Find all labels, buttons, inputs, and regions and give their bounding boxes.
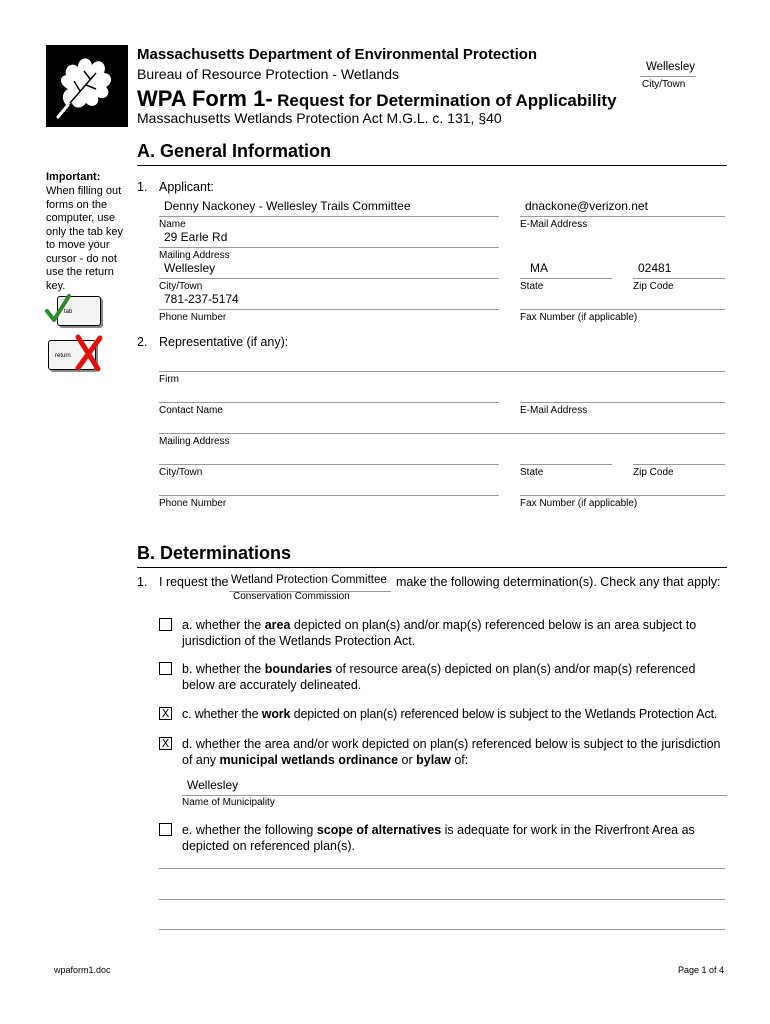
important-line: computer, use	[46, 212, 116, 224]
applicant-state-value[interactable]: MA	[530, 261, 548, 275]
applicant-zip-value[interactable]: 02481	[638, 261, 672, 275]
section-b-rule	[137, 567, 727, 568]
option-d-bold2: bylaw	[416, 753, 451, 767]
alternatives-line[interactable]	[159, 929, 725, 930]
applicant-number: 1.	[137, 180, 148, 194]
important-line: key.	[46, 279, 66, 292]
department-name: Massachusetts Department of Environmental Protection	[137, 46, 538, 63]
tab-key-illustration	[45, 294, 105, 328]
important-heading: Important:	[46, 171, 101, 183]
header-city-rule	[640, 76, 696, 77]
option-d-text	[182, 736, 730, 768]
footer-page-number: Page 1 of 4	[678, 965, 725, 975]
option-d-post: of:	[450, 753, 469, 767]
rep-phone-label: Phone Number	[159, 498, 227, 509]
applicant-phone-label: Phone Number	[159, 312, 227, 323]
rep-state-label: State	[520, 467, 544, 478]
important-line: to move your	[46, 239, 110, 251]
option-e-post: is adequate for work in the Riverfront Area as depicted on referenced plan(s).	[182, 823, 695, 853]
applicant-phone-value[interactable]: 781-237-5174	[164, 292, 239, 306]
applicant-name-label: Name	[159, 219, 186, 230]
option-e-checkbox[interactable]	[159, 823, 172, 836]
alternatives-line[interactable]	[159, 868, 725, 869]
important-note	[46, 185, 123, 293]
applicant-city-value[interactable]: Wellesley	[164, 261, 216, 275]
rep-contact-label: Contact Name	[159, 405, 223, 416]
oak-leaf-icon	[46, 45, 128, 127]
municipality-value[interactable]: Wellesley	[187, 778, 239, 792]
footer-filename: wpaform1.doc	[54, 965, 111, 975]
option-e-pre: e. whether the following	[182, 823, 317, 837]
rep-email-label: E-Mail Address	[520, 405, 588, 416]
header-city-value[interactable]: Wellesley	[646, 61, 695, 73]
request-prefix: I request the	[159, 575, 229, 589]
rep-city-label: City/Town	[159, 467, 203, 478]
return-key-label: return	[55, 353, 71, 359]
applicant-zip-label: Zip Code	[633, 281, 674, 292]
option-a-bold: area	[264, 618, 291, 632]
representative-number: 2.	[137, 335, 148, 349]
rep-firm-label: Firm	[159, 374, 179, 385]
option-b-bold: boundaries	[264, 662, 333, 676]
alternatives-line[interactable]	[159, 899, 725, 900]
important-line: When filling out	[46, 185, 122, 197]
request-suffix: make the following determination(s). Check any that apply:	[396, 575, 721, 589]
option-b-post: of resource area(s) depicted on plan(s) and/or map(s) referenced below are accurately delineated.	[182, 662, 696, 692]
section-b-heading: B. Determinations	[137, 543, 292, 563]
option-c-bold: work	[261, 707, 291, 721]
representative-label: Representative (if any):	[159, 335, 289, 349]
option-c-post: depicted on plan(s) referenced below is subject to the Wetlands Protection Act.	[290, 707, 718, 721]
checkmark-icon	[45, 294, 75, 324]
x-mark-icon	[74, 334, 104, 372]
important-line: cursor - do not	[46, 252, 117, 265]
commission-label: Conservation Commission	[233, 591, 350, 602]
option-e-text	[182, 822, 730, 854]
applicant-state-label: State	[520, 281, 544, 292]
applicant-label: Applicant:	[159, 180, 214, 194]
bureau-name: Bureau of Resource Protection - Wetlands	[137, 66, 399, 82]
option-d-pre: d. whether the area and/or work depicted on plan(s) referenced below is subject to the jurisdiction of any	[182, 737, 721, 767]
section-a-heading: A. General Information	[137, 141, 332, 161]
important-line: only the tab key	[46, 225, 124, 238]
option-a-text	[182, 617, 730, 649]
dep-logo	[46, 45, 128, 127]
return-key-illustration	[48, 334, 108, 374]
municipality-label: Name of Municipality	[182, 797, 275, 808]
applicant-city-label: City/Town	[159, 281, 203, 292]
important-line: use the return	[46, 266, 114, 278]
tab-key-label: tab	[64, 309, 73, 315]
applicant-email-label: E-Mail Address	[520, 219, 588, 230]
applicant-name-value[interactable]: Denny Nackoney - Wellesley Trails Committee	[164, 199, 411, 213]
option-d-checkbox[interactable]: X	[159, 737, 172, 750]
rep-fax-label: Fax Number (if applicable)	[520, 498, 638, 509]
rep-zip-label: Zip Code	[633, 467, 674, 478]
option-a-pre: a. whether the	[182, 618, 265, 632]
commission-value[interactable]: Wetland Protection Committee	[231, 574, 387, 586]
option-b-text	[182, 661, 730, 693]
form-subtitle: Request for Determination of Applicability	[277, 91, 617, 110]
applicant-address-value[interactable]: 29 Earle Rd	[164, 230, 228, 244]
option-c-pre: c. whether the	[182, 707, 262, 721]
applicant-email-value[interactable]: dnackone@verizon.net	[525, 199, 648, 213]
option-b-checkbox[interactable]	[159, 662, 172, 675]
option-a-checkbox[interactable]	[159, 618, 172, 631]
form-title	[137, 86, 617, 112]
option-e-bold: scope of alternatives	[316, 823, 442, 837]
applicant-address-label: Mailing Address	[159, 250, 230, 261]
option-d-mid: or	[398, 753, 417, 767]
option-c-text	[182, 706, 730, 722]
section-a-rule	[137, 165, 727, 166]
option-a-post: depicted on plan(s) and/or map(s) referenced below is an area subject to jurisdiction of the Wetlands Protection Act.	[182, 618, 697, 648]
header-city-label: City/Town	[642, 79, 686, 90]
important-line: forms on the	[46, 198, 108, 211]
rep-address-label: Mailing Address	[159, 436, 230, 447]
act-citation: Massachusetts Wetlands Protection Act M.G.L. c. 131, §40	[137, 110, 502, 126]
option-c-checkbox[interactable]: X	[159, 707, 172, 720]
applicant-fax-label: Fax Number (if applicable)	[520, 312, 638, 323]
form-number: WPA Form 1-	[137, 86, 273, 111]
option-d-bold: municipal wetlands ordinance	[219, 753, 399, 767]
request-number: 1.	[137, 575, 148, 589]
option-b-pre: b. whether the	[182, 662, 265, 676]
